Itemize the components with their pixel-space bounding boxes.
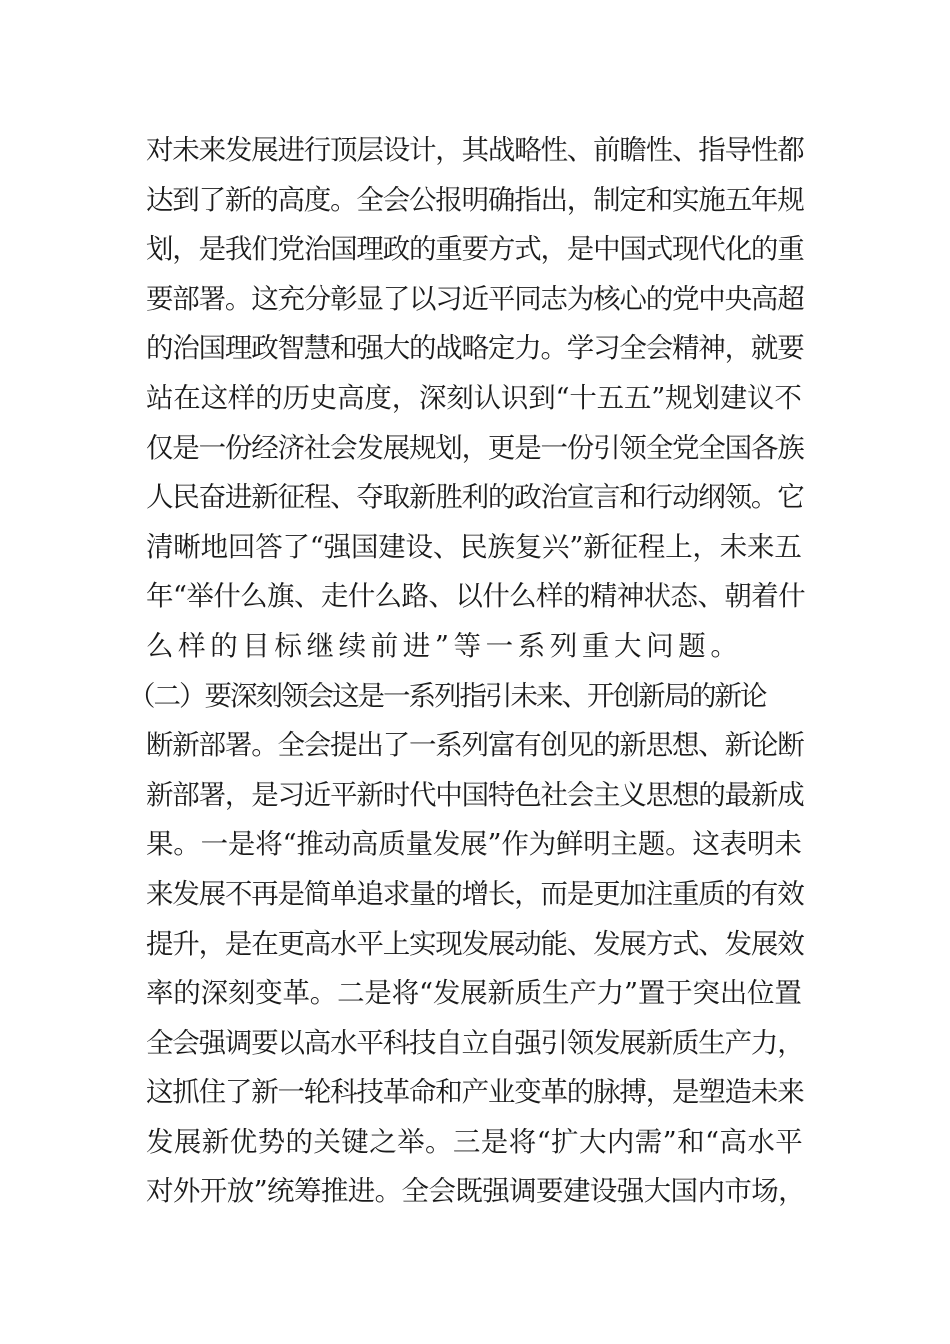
text-line: 发展新优势的关键之举。三是将“扩大内需”和“高水平 [146,1125,804,1158]
text-line: 全会强调要以高水平科技自立自强引领发展新质生产力， [146,1026,804,1059]
text-line: 的治国理政智慧和强大的战略定力。学习全会精神，就要 [146,332,804,365]
text-line: 提升，是在更高水平上实现发展动能、发展方式、发展效 [146,927,804,960]
text-line: 人民奋进新征程、夺取新胜利的政治宣言和行动纲领。它 [146,481,804,514]
body-text [128,126,806,1217]
text-line: 仅是一份经济社会发展规划，更是一份引领全党全国各族 [146,431,804,464]
text-line: 么样的目标继续前进”等一系列重大问题。 [146,629,743,662]
text-line: 来发展不再是简单追求量的增长，而是更加注重质的有效 [146,877,804,910]
text-line: 对外开放”统筹推进。全会既强调要建设强大国内市场， [146,1175,806,1208]
text-line: 要部署。这充分彰显了以习近平同志为核心的党中央高超 [146,282,804,315]
text-line: 率的深刻变革。二是将“发展新质生产力”置于突出位置 [146,977,802,1010]
text-line: 这抓住了新一轮科技革命和产业变革的脉搏，是塑造未来 [146,1076,804,1109]
text-line: 断新部署。全会提出了一系列富有创见的新思想、新论断 [146,729,804,762]
text-line: 达到了新的高度。全会公报明确指出，制定和实施五年规 [146,183,804,216]
text-line: 对未来发展进行顶层设计，其战略性、前瞻性、指导性都 [146,134,804,166]
text-line: 新部署，是习近平新时代中国特色社会主义思想的最新成 [146,778,804,811]
text-line: 年“举什么旗、走什么路、以什么样的精神状态、朝着什 [146,580,806,613]
text-line: 果。一是将“推动高质量发展”作为鲜明主题。这表明未 [146,828,802,861]
section-heading-line: （二）要深刻领会这是一系列指引未来、开创新局的新论 [128,679,766,712]
text-line: 划，是我们党治国理政的重要方式，是中国式现代化的重 [146,233,804,266]
text-line: 站在这样的历史高度，深刻认识到“十五五”规划建议不 [146,381,802,414]
text-line: 清晰地回答了“强国建设、民族复兴”新征程上，未来五 [146,530,802,563]
